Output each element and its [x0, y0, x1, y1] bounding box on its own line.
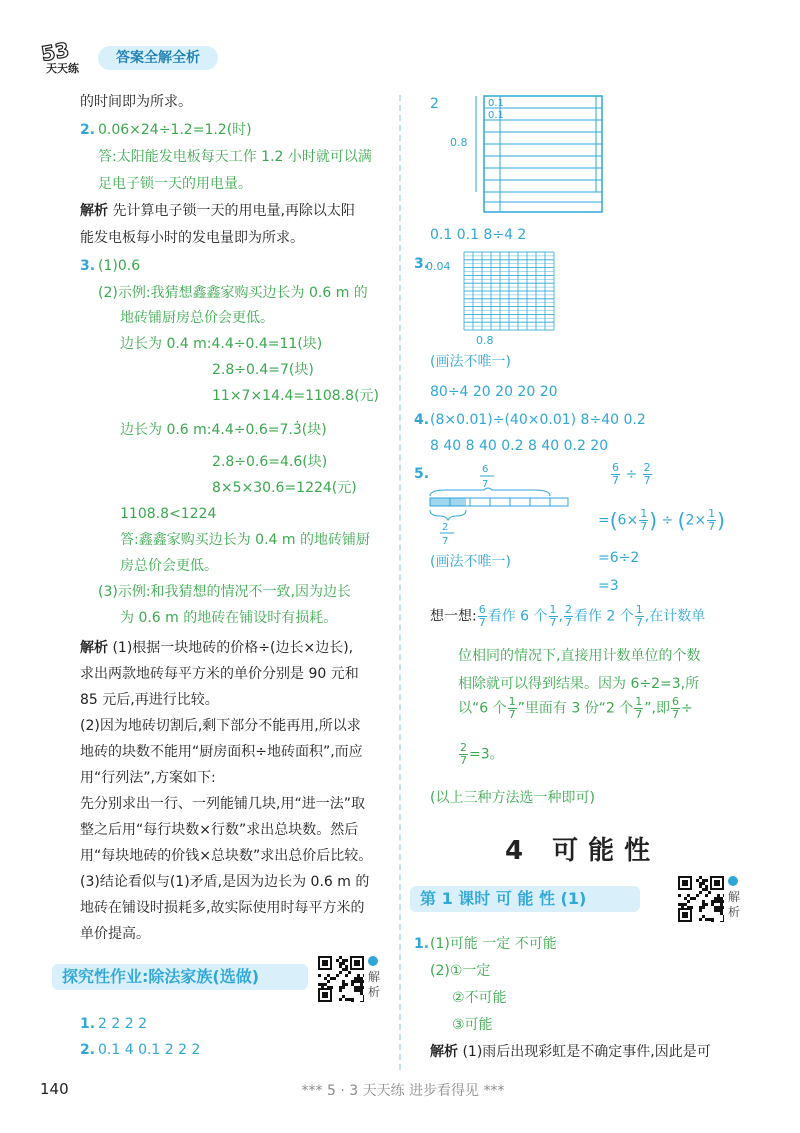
- answer-line: (2)示例:我猜想鑫鑫家购买边长为 0.6 m 的: [98, 285, 368, 301]
- answer-line: 答:太阳能发电板每天工作 1.2 小时就可以满: [98, 149, 372, 165]
- answer-line: (2)①一定: [430, 963, 491, 979]
- question-number: 3.: [80, 258, 96, 274]
- answer-line: 边长为 0.6 m:4.4÷0.6=7.3̇(块): [120, 422, 327, 438]
- answer-line: 足电子锁一天的用电量。: [98, 176, 252, 192]
- calc-line-1: $\frac{6}{7}$ ÷ $\frac{2}{7}$: [612, 461, 651, 487]
- question-number: 2.: [80, 1042, 96, 1058]
- answer-line: 0.1 0.1 8÷4 2: [430, 227, 527, 243]
- think-line-4: 以“6 个 $\frac{1}{7}$ ”里面有 3 份“2 个 $\frac{1}{7}$ ”,即 $\frac{6}{7}$ ÷: [458, 695, 693, 721]
- answer-line: 8 40 8 40 0.2 8 40 0.2 20: [430, 438, 609, 454]
- figure-label: 2: [442, 522, 449, 533]
- calc-line-4: =3: [598, 578, 619, 594]
- qr-side-label: 解析: [727, 890, 740, 919]
- section-title-explore: 探究性作业:除法家族(选做): [52, 964, 308, 990]
- text-line: 的时间即为所求。: [80, 94, 192, 110]
- analysis-tag: 解析: [430, 1044, 458, 1060]
- calc-line-2: =(6× $\frac{1}{7}$ ) ÷ (2× $\frac{1}{7}$ ): [598, 507, 725, 533]
- analysis-tag: 解析: [80, 640, 108, 656]
- answer-line: 0.06×24÷1.2=1.2(时): [98, 122, 252, 138]
- figure-tenths-bar: [448, 94, 608, 218]
- question-number: 2.: [80, 122, 96, 138]
- analysis-line: 能发电板每小时的发电量即为所求。: [80, 230, 304, 246]
- page-number: 140: [40, 1080, 69, 1098]
- answer-line: ②不可能: [452, 990, 507, 1006]
- figure-label: 6: [482, 464, 489, 475]
- answer-line: 2.8÷0.4=7(块): [212, 362, 314, 378]
- svg-text:天天练: 天天练: [46, 62, 79, 75]
- answer-line: 80÷4 20 20 20 20: [430, 384, 558, 400]
- unit-title: 4 可能性: [505, 836, 661, 866]
- answer-line: 8×5×30.6=1224(元): [212, 480, 357, 496]
- think-line-5: $\frac{2}{7}$ =3。: [460, 741, 504, 767]
- think-line: 位相同的情况下,直接用计数单位的个数: [458, 648, 701, 664]
- analysis-line: 85 元后,再进行比较。: [80, 692, 219, 708]
- answer-line: 边长为 0.4 m:4.4÷0.4=11(块): [120, 336, 323, 352]
- figure-label: 0.8: [450, 136, 468, 149]
- answer-line: 地砖铺厨房总价会更低。: [120, 310, 274, 326]
- analysis-line: [80, 201, 355, 221]
- note-line: (画法不唯一): [430, 354, 511, 370]
- figure-label: 0.1: [488, 98, 504, 109]
- figure-label: 0.04: [426, 260, 451, 273]
- brand-logo: [40, 36, 102, 76]
- play-dot-icon: [368, 956, 378, 966]
- analysis-text: (1)雨后出现彩虹是不确定事件,因此是可: [458, 1044, 711, 1060]
- question-number: 1.: [414, 936, 430, 952]
- analysis-line: [80, 638, 353, 658]
- answer-line: ③可能: [452, 1017, 493, 1033]
- answer-line: 房总价会更低。: [120, 558, 218, 574]
- analysis-line: 先分别求出一行、一列能铺几块,用“进一法”取: [80, 796, 365, 812]
- answer-line: 答:鑫鑫家购买边长为 0.4 m 的地砖铺厨: [120, 532, 370, 548]
- analysis-line: 整之后用“每行块数×行数”求出总块数。然后: [80, 822, 359, 838]
- analysis-line: [430, 1042, 711, 1062]
- analysis-line: (3)结论看似与(1)矛盾,是因为边长为 0.6 m 的: [80, 874, 370, 890]
- question-number: 5.: [414, 466, 430, 482]
- note-line: (以上三种方法选一种即可): [430, 790, 595, 806]
- lesson-title: 第 1 课时 可 能 性 (1): [410, 886, 640, 912]
- answer-line: 2.8÷0.6=4.6̇(块): [212, 454, 328, 470]
- analysis-line: 地砖在铺设时损耗多,故实际使用时每平方米的: [80, 900, 365, 916]
- answer-line: 0.1 4 0.1 2 2 2: [98, 1042, 201, 1058]
- analysis-line: 用“行列法”,方案如下:: [80, 770, 216, 786]
- qr-side-label: 解析: [367, 970, 380, 999]
- answer-line: (8×0.01)÷(40×0.01) 8÷40 0.2: [430, 412, 646, 428]
- analysis-line: 用“每块地砖的价钱×总块数”求出总价后比较。: [80, 848, 373, 864]
- answer-line: (3)示例:和我猜想的情况不一致,因为边长: [98, 584, 351, 600]
- figure-fraction-strip: [426, 460, 576, 546]
- analysis-line: 单价提高。: [80, 926, 150, 942]
- play-dot-icon: [728, 876, 738, 886]
- figure-label: 0.1: [488, 110, 504, 121]
- calc-line-3: =6÷2: [598, 550, 640, 566]
- answer-line: 1108.8<1224: [120, 506, 217, 522]
- svg-text:53: 53: [40, 37, 71, 67]
- note-line: (画法不唯一): [430, 554, 511, 570]
- analysis-line: 求出两款地砖每平方米的单价分别是 90 元和: [80, 666, 359, 682]
- analysis-line: 地砖的块数不能用“厨房面积÷地砖面积”,而应: [80, 744, 363, 760]
- think-line-1: 想一想: $\frac{6}{7}$ 看作 6 个 $\frac{1}{7}$ , $\frac{2}{7}$ 看作 2 个 $\frac{1}{7}$ ,在计数单: [430, 603, 706, 629]
- answer-line: 2 2 2 2: [98, 1016, 147, 1032]
- think-line: 相除就可以得到结果。因为 6÷2=3,所: [458, 676, 700, 692]
- analysis-text: 先计算电子锁一天的用电量,再除以太阳: [108, 203, 355, 219]
- answer-line: 11×7×14.4=1108.8(元): [212, 388, 379, 404]
- analysis-line: (2)因为地砖切割后,剩下部分不能再用,所以求: [80, 718, 361, 734]
- answer-line: (1)可能 一定 不可能: [430, 936, 557, 952]
- question-number: 4.: [414, 412, 430, 428]
- answer-line: 为 0.6 m 的地砖在铺设时有损耗。: [120, 610, 338, 626]
- qr-code-icon[interactable]: [318, 956, 364, 1002]
- answer-line: (1)0.6: [98, 258, 141, 274]
- header-label: 答案全解全析: [98, 46, 218, 70]
- figure-label: 7: [442, 536, 449, 546]
- column-divider: [399, 95, 401, 1070]
- qr-code-icon[interactable]: [678, 876, 724, 922]
- analysis-tag: 解析: [80, 203, 108, 219]
- figure-label: 0.8: [476, 334, 494, 346]
- question-number: 1.: [80, 1016, 96, 1032]
- figure-label: 7: [482, 479, 489, 490]
- question-number: 3.: [414, 256, 430, 272]
- figure-grid: [426, 250, 566, 346]
- analysis-text: (1)根据一块地砖的价格÷(边长×边长),: [108, 640, 354, 656]
- footer-slogan: *** 5 · 3 天天练 进步看得见 ***: [301, 1083, 505, 1099]
- answer-line: 2: [430, 96, 439, 112]
